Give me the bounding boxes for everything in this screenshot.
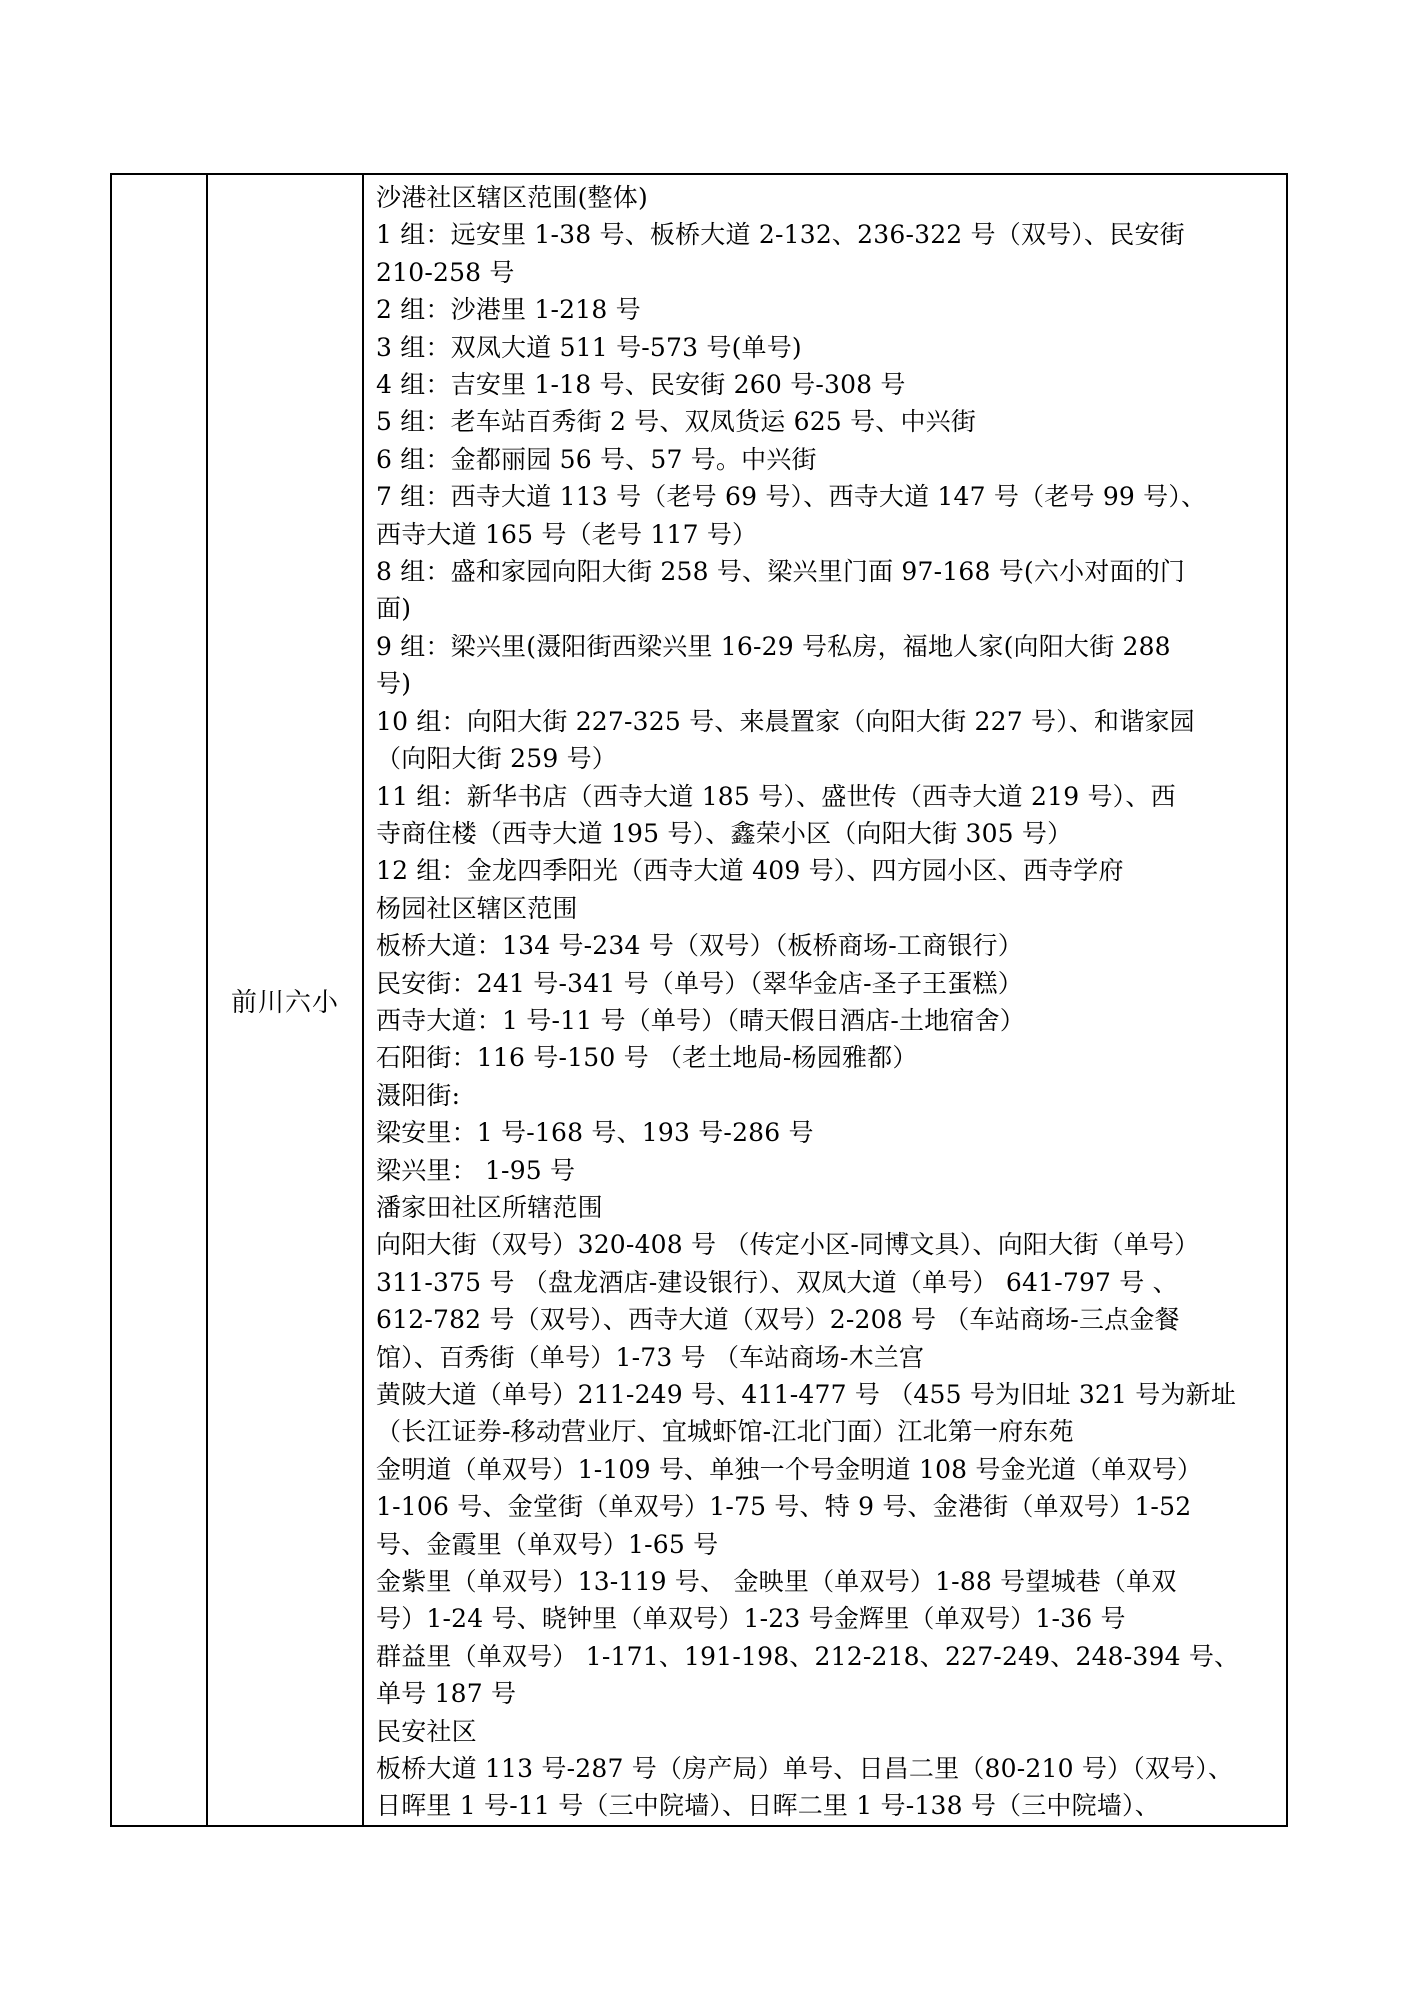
address-line: 黄陂大道（单号）211-249 号、411-477 号 （455 号为旧址 321 号为新址 — [376, 1380, 1237, 1409]
address-line: 8 组：盛和家园向阳大街 258 号、梁兴里门面 97-168 号(六小对面的门 — [376, 557, 1186, 587]
address-lines — [376, 179, 1276, 1825]
address-line: 2 组：沙港里 1-218 号 — [376, 295, 641, 325]
address-line: 12 组：金龙四季阳光（西寺大道 409 号）、四方园小区、西寺学府 — [376, 856, 1124, 886]
address-line: 梁安里：1 号-168 号、193 号-286 号 — [376, 1118, 814, 1148]
address-line: 号、金霞里（单双号）1-65 号 — [376, 1529, 719, 1559]
address-line: 面) — [376, 594, 412, 624]
address-line: 1-106 号、金堂街（单双号）1-75 号、特 9 号、金港街（单双号）1-52 — [376, 1492, 1192, 1522]
address-line: 西寺大道：1 号-11 号（单号）（晴天假日酒店-土地宿舍） — [376, 1005, 1026, 1035]
address-line: 民安社区 — [376, 1716, 477, 1746]
address-line: 金明道（单双号）1-109 号、单独一个号金明道 108 号金光道（单双号） — [376, 1454, 1203, 1484]
address-line: 7 组：西寺大道 113 号（老号 69 号）、西寺大道 147 号（老号 99 号）、 — [376, 482, 1207, 512]
address-line: 潘家田社区所辖范围 — [376, 1192, 603, 1222]
address-line: 号) — [376, 669, 412, 699]
address-line: 杨园社区辖区范围 — [376, 893, 578, 923]
address-line: （长江证券-移动营业厅、宜城虾馆-江北门面）江北第一府东苑 — [376, 1417, 1074, 1447]
address-line: 5 组：老车站百秀街 2 号、双凤货运 625 号、中兴街 — [376, 407, 977, 437]
address-line: 金紫里（单双号）13-119 号、 金映里（单双号）1-88 号望城巷（单双 — [376, 1567, 1177, 1597]
address-line: 沙港社区辖区范围(整体) — [376, 183, 648, 212]
address-line: 西寺大道 165 号（老号 117 号） — [376, 519, 758, 549]
address-line: 馆）、百秀街（单号）1-73 号 （车站商场-木兰宫 — [376, 1342, 925, 1372]
address-line: 板桥大道：134 号-234 号（双号）（板桥商场-工商银行） — [376, 931, 1023, 961]
address-line: 单号 187 号 — [376, 1679, 517, 1709]
address-line: 4 组：吉安里 1-18 号、民安街 260 号-308 号 — [376, 370, 906, 400]
address-line: 日晖里 1 号-11 号（三中院墙）、日晖二里 1 号-138 号（三中院墙）、 — [376, 1791, 1160, 1821]
school-name: 前川六小 — [230, 987, 339, 1018]
address-line: 3 组：双凤大道 511 号-573 号(单号) — [376, 332, 802, 362]
empty-index-cell — [111, 174, 207, 1826]
address-line: 311-375 号 （盘龙酒店-建设银行）、双凤大道（单号） 641-797 号 、 — [376, 1267, 1178, 1297]
address-line: 石阳街：116 号-150 号 （老土地局-杨园雅都） — [376, 1043, 918, 1073]
address-line: 民安街：241 号-341 号（单号）（翠华金店-圣子王蛋糕） — [376, 968, 1023, 998]
school-name-cell — [207, 174, 363, 1826]
address-line: 群益里（单双号） 1-171、191-198、212-218、227-249、248-394 号、 — [376, 1641, 1240, 1671]
district-range-table — [110, 173, 1288, 1827]
address-line: 板桥大道 113 号-287 号（房产局）单号、日昌二里（80-210 号）（双号）、 — [376, 1754, 1234, 1784]
address-line: 210-258 号 — [376, 257, 515, 287]
address-line: 滠阳街: — [376, 1080, 461, 1110]
address-line: 612-782 号（双号）、西寺大道（双号）2-208 号 （车站商场-三点金餐 — [376, 1305, 1180, 1335]
address-line: （向阳大街 259 号） — [376, 744, 618, 774]
address-line: 向阳大街（双号）320-408 号 （传定小区-同博文具）、向阳大街（单号） — [376, 1230, 1200, 1260]
address-line: 号）1-24 号、晓钟里（单双号）1-23 号金辉里（单双号）1-36 号 — [376, 1604, 1126, 1634]
table-row — [111, 174, 1287, 1826]
address-line: 寺商住楼（西寺大道 195 号）、鑫荣小区（向阳大街 305 号） — [376, 818, 1073, 848]
address-line: 10 组：向阳大街 227-325 号、来晨置家（向阳大街 227 号）、和谐家园 — [376, 706, 1195, 736]
address-line: 6 组：金都丽园 56 号、57 号。中兴街 — [376, 444, 817, 474]
address-line: 梁兴里： 1-95 号 — [376, 1155, 576, 1185]
address-range-cell — [363, 174, 1287, 1826]
address-line: 11 组：新华书店（西寺大道 185 号）、盛世传（西寺大道 219 号）、西 — [376, 781, 1176, 811]
address-line: 9 组：梁兴里(滠阳街西梁兴里 16-29 号私房，福地人家(向阳大街 288 — [376, 631, 1171, 661]
address-line: 1 组：远安里 1-38 号、板桥大道 2-132、236-322 号（双号）、民安街 — [376, 220, 1185, 250]
